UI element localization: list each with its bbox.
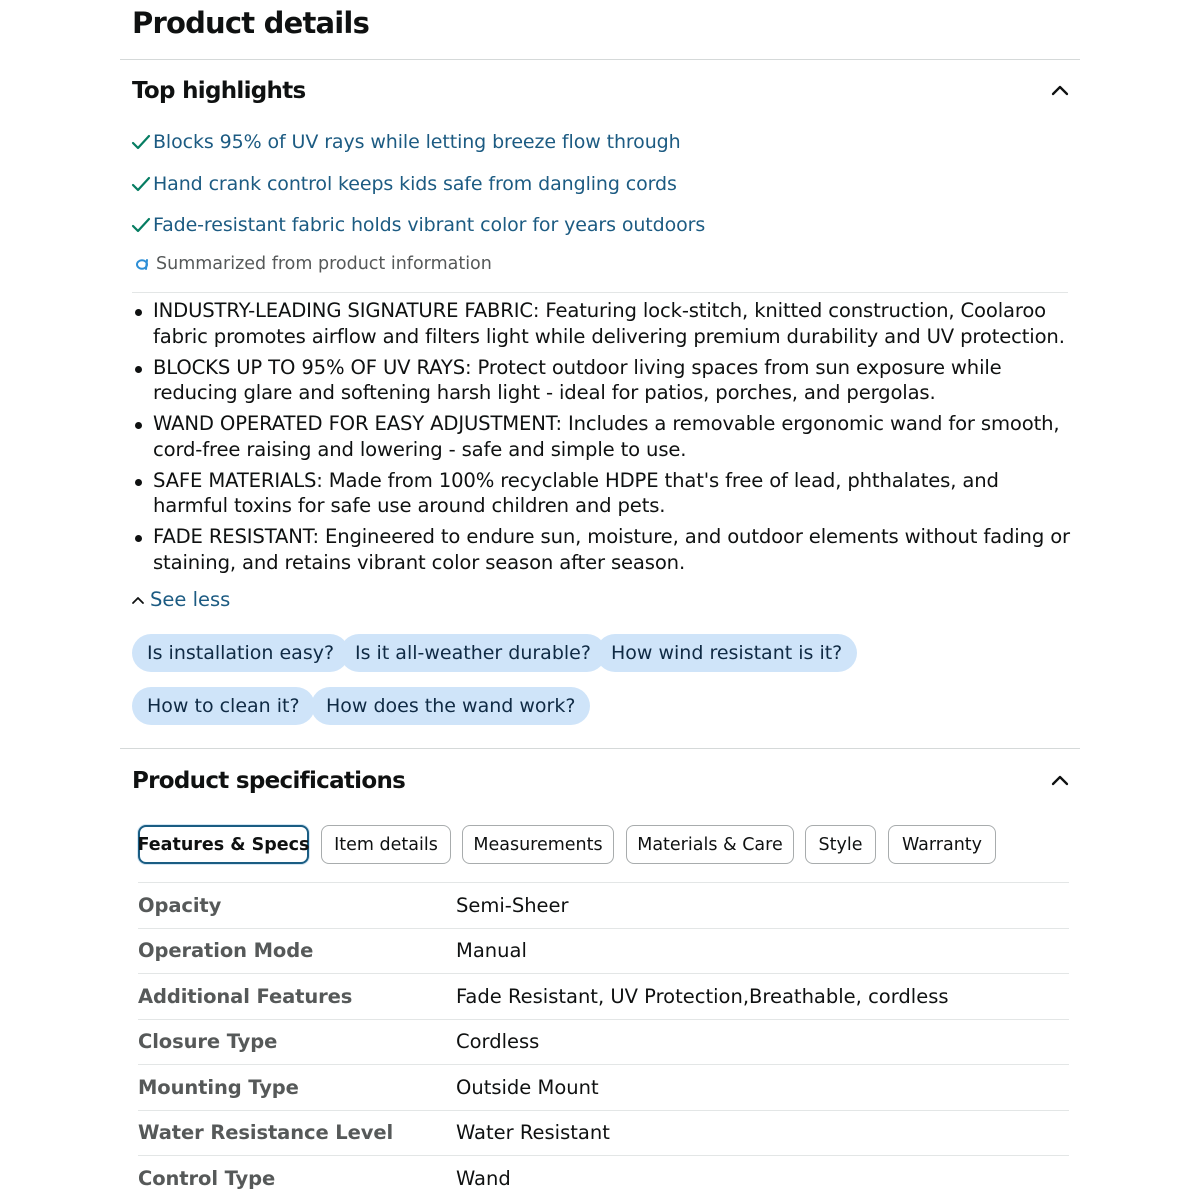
spec-label: Mounting Type (138, 1075, 299, 1099)
feature-bullet (132, 355, 1072, 406)
feature-bullet-text: FADE RESISTANT: Engineered to endure sun, moisture, and outdoor elements without fading or staining, and retains vibrant color season after season. (153, 525, 1070, 574)
highlight-item (131, 131, 681, 153)
spec-label: Additional Features (138, 984, 353, 1008)
tab-measurements[interactable]: Measurements (462, 825, 614, 864)
spec-value: Semi-Sheer (456, 893, 569, 917)
feature-bullet (132, 468, 1072, 519)
section-divider (120, 748, 1080, 749)
bullet-dot (135, 479, 142, 486)
summary-note-text: Summarized from product information (156, 254, 492, 274)
top-highlights-heading: Top highlights (132, 78, 306, 104)
spec-value: Cordless (456, 1030, 540, 1054)
spec-label: Water Resistance Level (138, 1121, 394, 1145)
highlight-text: Blocks 95% of UV rays while letting breeze flow through (153, 131, 681, 153)
spec-row (138, 1019, 1069, 1065)
see-less-label: See less (150, 588, 231, 611)
check-icon (131, 175, 151, 193)
tab-item-details[interactable]: Item details (321, 825, 451, 864)
highlights-divider (132, 292, 1068, 293)
highlight-item (131, 173, 677, 195)
summary-note (134, 254, 492, 274)
collapse-top-highlights-button[interactable] (1046, 76, 1074, 104)
feature-bullet (132, 298, 1072, 349)
spec-value: Fade Resistant, UV Protection,Breathable, cordless (456, 984, 949, 1008)
spec-value: Manual (456, 939, 527, 963)
tab-warranty[interactable]: Warranty (888, 825, 996, 864)
highlight-text: Fade-resistant fabric holds vibrant color for years outdoors (153, 214, 706, 236)
feature-bullet (132, 411, 1072, 462)
question-chip[interactable]: Is installation easy? (132, 634, 349, 672)
spec-row (138, 928, 1069, 974)
check-icon (131, 216, 151, 234)
spec-row (138, 1064, 1069, 1110)
feature-bullet-list (132, 298, 1072, 581)
spec-label: Opacity (138, 893, 222, 917)
spec-label: Operation Mode (138, 939, 314, 963)
chevron-up-icon (1050, 773, 1070, 787)
highlight-item (131, 214, 705, 236)
spec-row (138, 1110, 1069, 1156)
feature-bullet-text: WAND OPERATED FOR EASY ADJUSTMENT: Includes a removable ergonomic wand for smooth, cord-free raising and lowering - safe and simple to use. (153, 412, 1060, 461)
question-chip[interactable]: How does the wand work? (311, 687, 590, 725)
spec-value: Wand (456, 1166, 511, 1190)
check-icon (131, 133, 151, 151)
feature-bullet-text: SAFE MATERIALS: Made from 100% recyclable HDPE that's free of lead, phthalates, and harmful toxins for safe use around children and pets. (153, 468, 999, 517)
spec-value: Outside Mount (456, 1075, 599, 1099)
bullet-dot (135, 366, 142, 373)
see-less-link[interactable] (131, 588, 230, 611)
highlight-text: Hand crank control keeps kids safe from dangling cords (153, 173, 677, 195)
tab-materials-care[interactable]: Materials & Care (626, 825, 794, 864)
spec-table (138, 882, 1069, 1200)
tab-features-specs[interactable]: Features & Specs (138, 825, 309, 864)
bullet-dot (135, 309, 142, 316)
page-title: Product details (132, 6, 370, 40)
tab-style[interactable]: Style (805, 825, 876, 864)
collapse-specifications-button[interactable] (1046, 766, 1074, 794)
chevron-up-icon (131, 595, 145, 605)
question-chip[interactable]: How to clean it? (132, 687, 315, 725)
ai-summary-icon (134, 256, 150, 272)
spec-label: Control Type (138, 1166, 276, 1190)
section-divider (120, 59, 1080, 60)
feature-bullet (132, 524, 1072, 575)
feature-bullet-text: BLOCKS UP TO 95% OF UV RAYS: Protect outdoor living spaces from sun exposure while reducing glare and softening harsh light - ideal for patios, porches, and pergolas. (153, 355, 1002, 404)
question-chip[interactable]: How wind resistant is it? (596, 634, 857, 672)
spec-row (138, 882, 1069, 928)
product-specifications-heading: Product specifications (132, 768, 406, 794)
bullet-dot (135, 422, 142, 429)
spec-row (138, 1155, 1069, 1200)
chevron-up-icon (1050, 83, 1070, 97)
spec-value: Water Resistant (456, 1121, 610, 1145)
spec-row (138, 973, 1069, 1019)
feature-bullet-text: INDUSTRY-LEADING SIGNATURE FABRIC: Featuring lock-stitch, knitted construction, Coolaroo fabric promotes airflow and filters light while delivering premium durability and UV protection. (153, 299, 1065, 348)
spec-label: Closure Type (138, 1030, 278, 1054)
question-chip[interactable]: Is it all-weather durable? (340, 634, 606, 672)
bullet-dot (135, 535, 142, 542)
